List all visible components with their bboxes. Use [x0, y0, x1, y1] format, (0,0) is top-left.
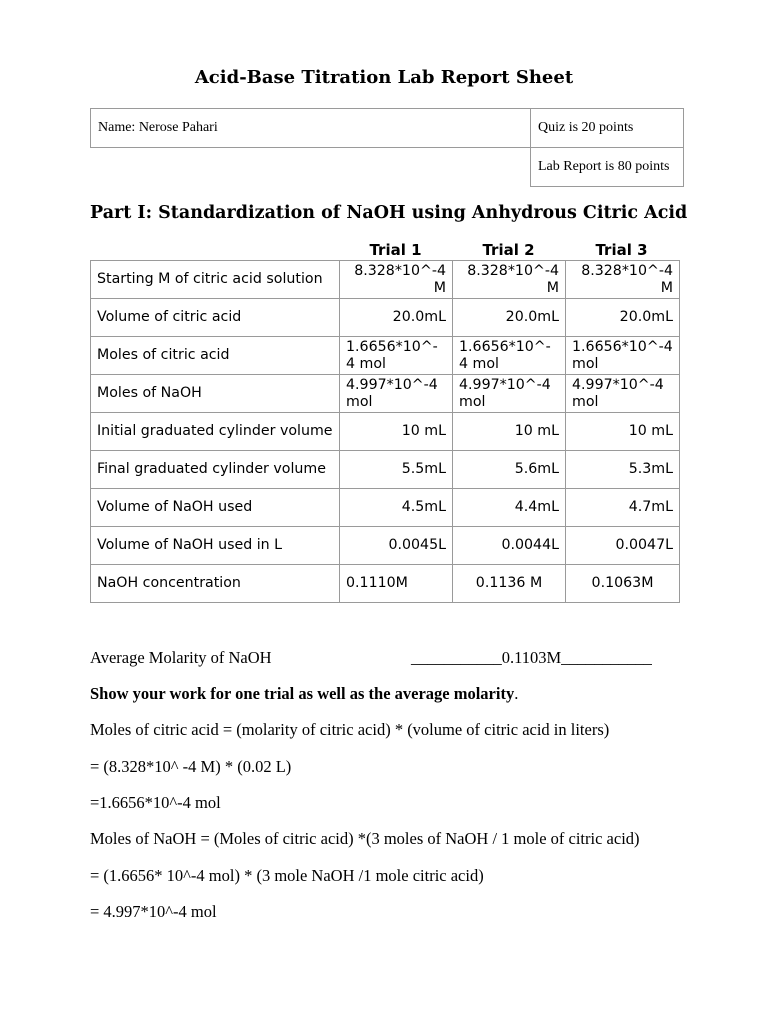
- cell-value: 1.6656*10^-4 mol: [453, 337, 566, 375]
- cell-value: 0.1063M: [566, 565, 680, 603]
- cell-value: 20.0mL: [566, 299, 680, 337]
- table-row: [91, 413, 680, 451]
- cell-value: 20.0mL: [453, 299, 566, 337]
- cell-value: 8.328*10^-4M: [340, 261, 453, 299]
- table-row: [91, 527, 680, 565]
- cell-value: 10 mL: [340, 413, 453, 451]
- cell-value: 4.5mL: [340, 489, 453, 527]
- row-label: Volume of NaOH used: [91, 489, 340, 527]
- document-title: Acid-Base Titration Lab Report Sheet: [194, 67, 574, 88]
- table-row: [91, 489, 680, 527]
- average-molarity-line: [90, 648, 652, 668]
- work-line: = (1.6656* 10^-4 mol) * (3 mole NaOH /1 mole citric acid): [90, 866, 484, 885]
- cell-value: 0.0044L: [453, 527, 566, 565]
- row-label: Initial graduated cylinder volume: [91, 413, 340, 451]
- part1-title: Part I: Standardization of NaOH using Anhydrous Citric Acid: [90, 203, 688, 223]
- cell-value: 0.1136 M: [453, 565, 566, 603]
- cell-value: 5.6mL: [453, 451, 566, 489]
- work-heading-line: [90, 684, 518, 704]
- table-row: [91, 299, 680, 337]
- name-field: [90, 108, 531, 148]
- cell-value: 8.328*10^-4M: [453, 261, 566, 299]
- table-row: [91, 375, 680, 413]
- quiz-points-cell: [530, 108, 684, 148]
- row-label: Moles of citric acid: [91, 337, 340, 375]
- table-row: [91, 261, 680, 299]
- cell-value: 0.1110M: [340, 565, 453, 603]
- table-row: [91, 451, 680, 489]
- quiz-points-text: Quiz is 20 points: [538, 120, 634, 135]
- cell-value: 0.0045L: [340, 527, 453, 565]
- cell-value: 5.5mL: [340, 451, 453, 489]
- cell-value: 4.997*10^-4 mol: [566, 375, 680, 413]
- average-molarity-label: Average Molarity of NaOH: [90, 648, 272, 667]
- cell-value: 4.7mL: [566, 489, 680, 527]
- row-label: Volume of NaOH used in L: [91, 527, 340, 565]
- standardization-table: [90, 260, 680, 603]
- lab-report-points-text: Lab Report is 80 points: [538, 159, 670, 174]
- name-text: Name: Nerose Pahari: [98, 120, 218, 135]
- row-label: Starting M of citric acid solution: [91, 261, 340, 299]
- trial-1-header: Trial 1: [369, 241, 422, 259]
- cell-value: 4.4mL: [453, 489, 566, 527]
- cell-value: 0.0047L: [566, 527, 680, 565]
- work-line: Moles of citric acid = (molarity of citric acid) * (volume of citric acid in liters): [90, 720, 610, 739]
- row-label: NaOH concentration: [91, 565, 340, 603]
- trial-2-header: Trial 2: [482, 241, 535, 259]
- row-label: Volume of citric acid: [91, 299, 340, 337]
- work-heading-period: .: [514, 684, 519, 703]
- table-row: [91, 565, 680, 603]
- row-label: Moles of NaOH: [91, 375, 340, 413]
- row-label: Final graduated cylinder volume: [91, 451, 340, 489]
- work-line: = 4.997*10^-4 mol: [90, 902, 217, 921]
- average-molarity-value: ___________0.1103M___________: [411, 648, 652, 667]
- lab-report-points-cell: [530, 147, 684, 187]
- table-row: [91, 337, 680, 375]
- cell-value: 4.997*10^-4 mol: [453, 375, 566, 413]
- trial-3-header: Trial 3: [595, 241, 648, 259]
- cell-value: 1.6656*10^-4 mol: [566, 337, 680, 375]
- cell-value: 10 mL: [566, 413, 680, 451]
- work-line: = (8.328*10^ -4 M) * (0.02 L): [90, 757, 292, 776]
- work-heading: Show your work for one trial as well as the average molarity: [90, 684, 515, 703]
- cell-value: 4.997*10^-4 mol: [340, 375, 453, 413]
- cell-value: 5.3mL: [566, 451, 680, 489]
- work-line: =1.6656*10^-4 mol: [90, 793, 221, 812]
- work-line: Moles of NaOH = (Moles of citric acid) *(3 moles of NaOH / 1 mole of citric acid): [90, 829, 640, 848]
- cell-value: 10 mL: [453, 413, 566, 451]
- cell-value: 1.6656*10^-4 mol: [340, 337, 453, 375]
- cell-value: 8.328*10^-4M: [566, 261, 680, 299]
- cell-value: 20.0mL: [340, 299, 453, 337]
